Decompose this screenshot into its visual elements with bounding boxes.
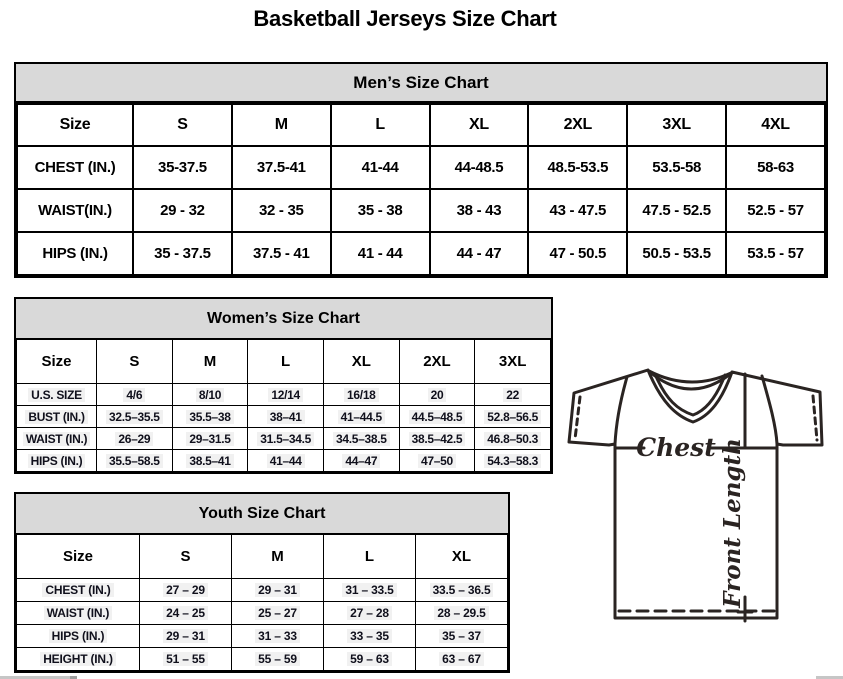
measurement-value: 50.5 - 53.5 [627,232,726,275]
measurement-value [140,579,232,602]
measurement-value [475,384,551,406]
cell-text: 44.5–48.5 [409,410,466,424]
measurement-row [17,450,551,472]
measurement-value [475,428,551,450]
measurement-value [248,384,324,406]
measurement-row [17,384,551,406]
measurement-value [232,602,324,625]
measurement-value [399,384,475,406]
cell-text: 38.5–41 [186,454,233,468]
measurement-value [172,406,248,428]
measurement-row [17,146,825,189]
measurement-value: 48.5-53.5 [528,146,627,189]
measurement-value [172,450,248,472]
size-column-m: M [172,340,248,384]
measurement-value: 35 - 37.5 [133,232,232,275]
jersey-outline [569,370,822,618]
cell-text: 29–31.5 [186,432,233,446]
measurement-value [399,406,475,428]
cell-text: 31 – 33.5 [342,583,396,597]
cell-text: 12/14 [268,388,303,402]
cell-text: 46.8–50.3 [484,432,541,446]
cell-text: 55 – 59 [255,652,300,666]
cell-text: 24 – 25 [163,606,208,620]
measurement-value [416,579,508,602]
row-label [17,406,97,428]
measurement-value: 37.5 - 41 [232,232,331,275]
cell-text: 44–47 [342,454,380,468]
size-header-row [17,104,825,146]
measurement-value: 38 - 43 [430,189,529,232]
size-column-l: L [324,535,416,579]
size-column-xl: XL [416,535,508,579]
measurement-value: 44-48.5 [430,146,529,189]
row-label [17,648,140,671]
mens-table-title: Men’s Size Chart [16,64,826,103]
measurement-value: 53.5 - 57 [726,232,825,275]
size-column-m: M [232,535,324,579]
measurement-value: 43 - 47.5 [528,189,627,232]
measurement-value [323,406,399,428]
size-column-m: M [232,104,331,146]
row-label [17,579,140,602]
measurement-value [172,384,248,406]
measurement-row [17,189,825,232]
youth-size-table [16,534,508,671]
size-column-label: Size [17,535,140,579]
cell-text: 33 – 35 [347,629,392,643]
cell-text: CHEST (IN.) [42,583,113,597]
cell-text: 63 – 67 [439,652,484,666]
measurement-row [17,428,551,450]
measurement-value [97,384,173,406]
measurement-value: 41 - 44 [331,232,430,275]
cell-text: 20 [428,388,447,402]
size-column-s: S [140,535,232,579]
measurement-value [172,428,248,450]
measurement-value [140,648,232,671]
measurement-value: 58-63 [726,146,825,189]
front-length-label: Front Length [719,438,746,608]
measurement-value [140,625,232,648]
measurement-row [17,579,508,602]
cell-text: HEIGHT (IN.) [40,652,116,666]
measurement-row [17,625,508,648]
cell-text: 52.8–56.5 [484,410,541,424]
measurement-value: 53.5-58 [627,146,726,189]
page-title: Basketball Jerseys Size Chart [253,6,557,31]
mens-size-chart [14,62,828,278]
size-column-label: Size [17,340,97,384]
size-column-xl: XL [323,340,399,384]
size-column-s: S [97,340,173,384]
cell-text: 31.5–34.5 [257,432,314,446]
measurement-value [97,450,173,472]
measurement-value: 29 - 32 [133,189,232,232]
size-column-l: L [248,340,324,384]
row-label: CHEST (IN.) [17,146,133,189]
measurement-value [475,406,551,428]
measurement-value: 41-44 [331,146,430,189]
row-label [17,602,140,625]
measurement-value [324,602,416,625]
cell-text: 27 – 29 [163,583,208,597]
cell-text: 51 – 55 [163,652,208,666]
row-label: HIPS (IN.) [17,232,133,275]
cell-text: 59 – 63 [347,652,392,666]
womens-size-table [16,339,551,472]
measurement-value [232,579,324,602]
cell-text: HIPS (IN.) [28,454,86,468]
measurement-value: 35 - 38 [331,189,430,232]
womens-table-title: Women’s Size Chart [16,299,551,339]
cell-text: 4/6 [123,388,145,402]
measurement-value [323,384,399,406]
left-armhole-seam [615,377,627,444]
size-column-3xl: 3XL [627,104,726,146]
left-cuff-stitch-dashes [575,397,580,439]
right-armhole-seam [762,376,777,444]
row-label: WAIST(IN.) [17,189,133,232]
measurement-value [232,625,324,648]
size-column-label: Size [17,104,133,146]
measurement-row [17,602,508,625]
youth-table-title: Youth Size Chart [16,494,508,534]
measurement-value [248,428,324,450]
cell-text: HIPS (IN.) [49,629,108,643]
size-column-2xl: 2XL [399,340,475,384]
chest-label: Chest [636,433,716,462]
measurement-value [323,450,399,472]
measurement-value [416,602,508,625]
measurement-value [324,648,416,671]
measurement-value [97,406,173,428]
measurement-value [475,450,551,472]
measurement-value: 47.5 - 52.5 [627,189,726,232]
mens-size-table [16,103,826,276]
cell-text: 41–44 [267,454,305,468]
row-label [17,450,97,472]
cell-text: 25 – 27 [255,606,300,620]
measurement-value: 37.5-41 [232,146,331,189]
cell-text: BUST (IN.) [25,410,87,424]
cell-text: WAIST (IN.) [23,432,90,446]
measurement-row [17,232,825,275]
cell-text: 31 – 33 [255,629,300,643]
cell-text: 28 – 29.5 [434,606,488,620]
measurement-value: 52.5 - 57 [726,189,825,232]
cell-text: 41–44.5 [338,410,385,424]
measurement-row [17,648,508,671]
size-header-row [17,535,508,579]
measurement-value: 44 - 47 [430,232,529,275]
size-column-4xl: 4XL [726,104,825,146]
measurement-value: 32 - 35 [232,189,331,232]
cell-text: U.S. SIZE [28,388,85,402]
measurement-value [323,428,399,450]
size-column-l: L [331,104,430,146]
measurement-value [324,579,416,602]
cell-text: 29 – 31 [255,583,300,597]
youth-size-chart [14,492,510,673]
measurement-value [324,625,416,648]
right-cuff-stitch-dashes [813,396,817,440]
cell-text: 34.5–38.5 [333,432,390,446]
row-label [17,384,97,406]
measurement-value [416,625,508,648]
size-column-xl: XL [430,104,529,146]
cell-text: 38–41 [267,410,305,424]
measurement-value: 47 - 50.5 [528,232,627,275]
cell-text: 16/18 [344,388,379,402]
size-column-s: S [133,104,232,146]
cell-text: 33.5 – 36.5 [430,583,494,597]
measurement-value [248,406,324,428]
measurement-value: 35-37.5 [133,146,232,189]
cell-text: 38.5–42.5 [409,432,466,446]
measurement-value [248,450,324,472]
row-label [17,625,140,648]
size-header-row [17,340,551,384]
measurement-value [97,428,173,450]
womens-size-chart [14,297,553,474]
measurement-value [399,428,475,450]
cell-text: 54.3–58.3 [484,454,541,468]
cell-text: 29 – 31 [163,629,208,643]
cell-text: 22 [503,388,522,402]
measurement-value [140,602,232,625]
cell-text: 32.5–35.5 [106,410,163,424]
jersey-diagram-svg [556,360,843,635]
cell-text: 35.5–58.5 [106,454,163,468]
cell-text: 27 – 28 [347,606,392,620]
measurement-value [232,648,324,671]
row-label [17,428,97,450]
measurement-value [416,648,508,671]
size-column-3xl: 3XL [475,340,551,384]
cell-text: 8/10 [196,388,224,402]
measurement-value [399,450,475,472]
cell-text: WAIST (IN.) [44,606,112,620]
cell-text: 26–29 [115,432,153,446]
cell-text: 47–50 [418,454,456,468]
cell-text: 35 – 37 [439,629,484,643]
jersey-measurement-diagram [556,360,843,635]
size-column-2xl: 2XL [528,104,627,146]
cell-text: 35.5–38 [186,410,233,424]
measurement-row [17,406,551,428]
